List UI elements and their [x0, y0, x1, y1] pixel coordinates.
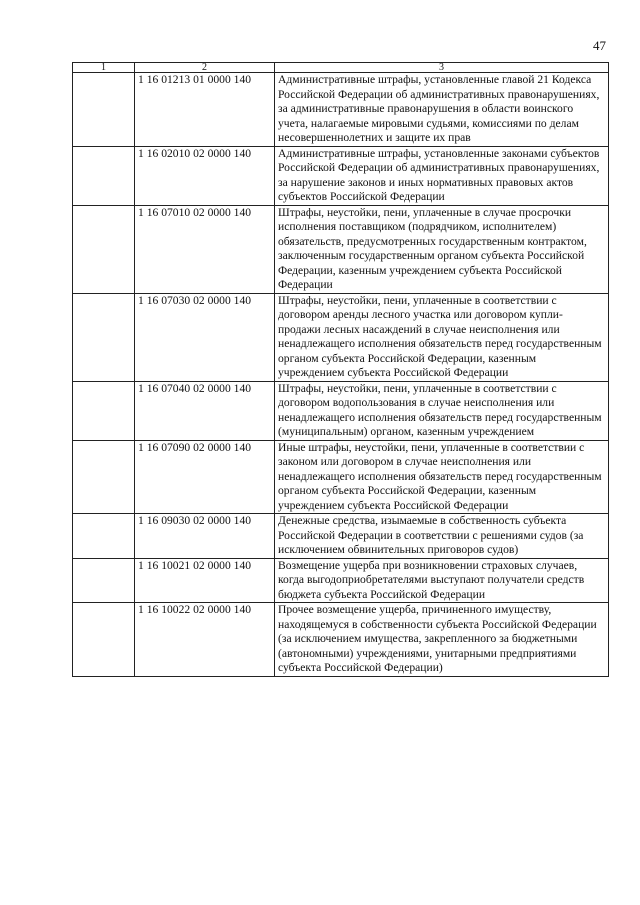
revenue-codes-table — [72, 62, 609, 677]
description-cell: Прочее возмещение ущерба, причиненного имуществу, находящемуся в собственности субъекта Российской Федерации (за исключением имущества, закрепленного за бюджетными (автономными) учреждениями, унитарными предприятиями субъекта Российской Федерации) — [275, 603, 609, 677]
admin-cell — [73, 205, 135, 293]
code-cell: 1 16 10022 02 0000 140 — [135, 603, 275, 677]
table-header-row — [73, 63, 609, 73]
code-cell: 1 16 07090 02 0000 140 — [135, 440, 275, 514]
code-cell: 1 16 07010 02 0000 140 — [135, 205, 275, 293]
admin-cell — [73, 558, 135, 603]
table-row — [73, 381, 609, 440]
table-row — [73, 440, 609, 514]
table-row — [73, 603, 609, 677]
admin-cell — [73, 603, 135, 677]
code-cell: 1 16 07040 02 0000 140 — [135, 381, 275, 440]
description-cell: Административные штрафы, установленные законами субъектов Российской Федерации об административных правонарушениях, за нарушение законов и иных нормативных правовых актов субъектов Российской Федерации — [275, 146, 609, 205]
description-cell: Административные штрафы, установленные главой 21 Кодекса Российской Федерации об административных правонарушениях, за административные правонарушения в области воинского учета, налагаемые мировыми судьями, комиссиями по делам несовершеннолетних и защите их прав — [275, 73, 609, 147]
admin-cell — [73, 514, 135, 559]
description-cell: Штрафы, неустойки, пени, уплаченные в соответствии с договором аренды лесного участка или договором купли-продажи лесных насаждений в случае неисполнения или ненадлежащего исполнения обязательств перед государственным органом субъекта Российской Федерации, казенным учреждением субъекта Российской Федерации — [275, 293, 609, 381]
description-cell: Штрафы, неустойки, пени, уплаченные в случае просрочки исполнения поставщиком (подрядчиком, исполнителем) обязательств, предусмотренных государственным контрактом, заключенным государственным органом субъекта Российской Федерации, казенным учреждением субъекта Российской Федерации — [275, 205, 609, 293]
description-cell: Денежные средства, изымаемые в собственность субъекта Российской Федерации в соответствии с решениями судов (за исключением обвинительных приговоров судов) — [275, 514, 609, 559]
admin-cell — [73, 146, 135, 205]
table-row — [73, 558, 609, 603]
table-row — [73, 293, 609, 381]
table-row — [73, 514, 609, 559]
column-header-3: 3 — [275, 63, 609, 73]
code-cell: 1 16 10021 02 0000 140 — [135, 558, 275, 603]
table-row — [73, 73, 609, 147]
code-cell: 1 16 09030 02 0000 140 — [135, 514, 275, 559]
page-number: 47 — [593, 38, 606, 53]
code-cell: 1 16 02010 02 0000 140 — [135, 146, 275, 205]
code-cell: 1 16 01213 01 0000 140 — [135, 73, 275, 147]
description-cell: Штрафы, неустойки, пени, уплаченные в соответствии с договором водопользования в случае неисполнения или ненадлежащего исполнения обязательств перед государственным (муниципальным) органом, казенным учреждением — [275, 381, 609, 440]
description-cell: Возмещение ущерба при возникновении страховых случаев, когда выгодоприобретателями выступают получатели средств бюджета субъекта Российской Федерации — [275, 558, 609, 603]
description-cell: Иные штрафы, неустойки, пени, уплаченные в соответствии с законом или договором в случае неисполнения или ненадлежащего исполнения обязательств перед государственным органом субъекта Российской Федерации, казенным учреждением субъекта Российской Федерации — [275, 440, 609, 514]
admin-cell — [73, 440, 135, 514]
column-header-2: 2 — [135, 63, 275, 73]
table-row — [73, 205, 609, 293]
column-header-1: 1 — [73, 63, 135, 73]
admin-cell — [73, 381, 135, 440]
table-row — [73, 146, 609, 205]
code-cell: 1 16 07030 02 0000 140 — [135, 293, 275, 381]
admin-cell — [73, 73, 135, 147]
admin-cell — [73, 293, 135, 381]
